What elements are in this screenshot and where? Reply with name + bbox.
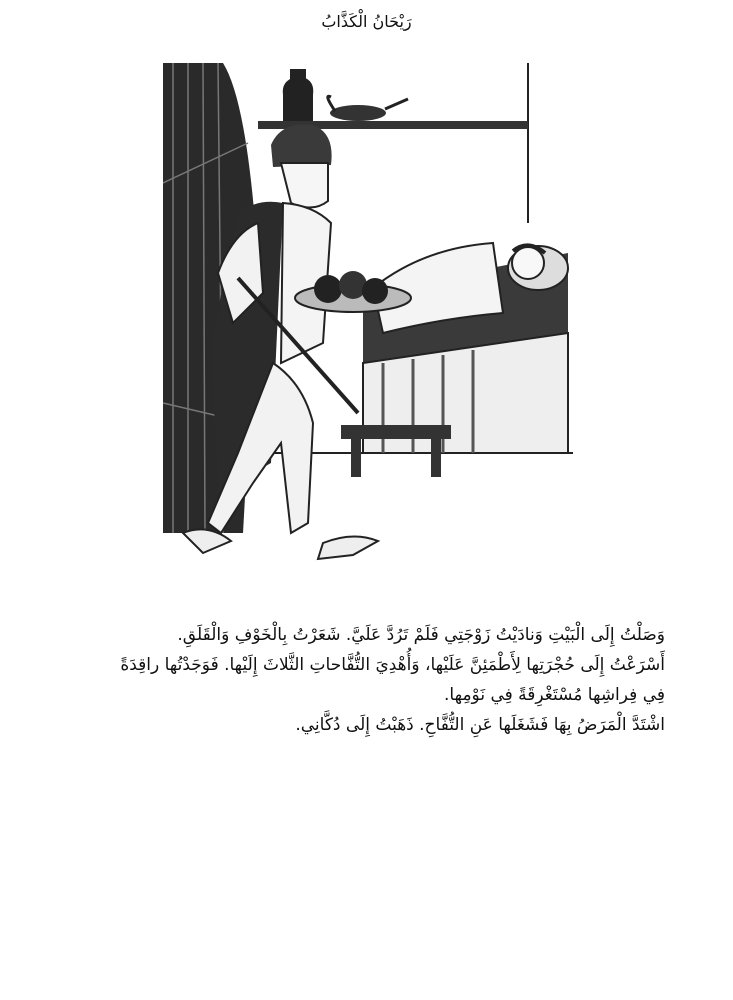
story-text: [120, 620, 665, 740]
story-paragraph: أَسْرَعْتُ إِلَى حُجْرَتِها لِأَطْمَئِنَّ عَلَيْها، وَأُهْدِيَ التُّفَّاحاتِ الثَّلاثَ إِلَيْها. فَوَجَدْتُها راقِدَةً فِي فِراشِها مُسْتَغْرِقَةً فِي نَوْمِها.: [120, 655, 665, 705]
story-paragraph: وَصَلْتُ إِلَى الْبَيْتِ وَنادَيْتُ زَوْجَتِي فَلَمْ تَرُدَّ عَلَيَّ. شَعَرْتُ بِالْخَوْفِ وَالْقَلَقِ.: [177, 625, 665, 645]
illustration-icon: [163, 63, 573, 583]
page-title: رَيْحَانُ الْكَذَّابُ: [321, 12, 412, 31]
story-illustration: [163, 63, 573, 583]
story-paragraph: اشْتَدَّ الْمَرَضُ بِهَا فَشَغَلَها عَنِ التُّفَّاحِ. ذَهَبْتُ إِلَى دُكَّانِي.: [295, 715, 665, 735]
